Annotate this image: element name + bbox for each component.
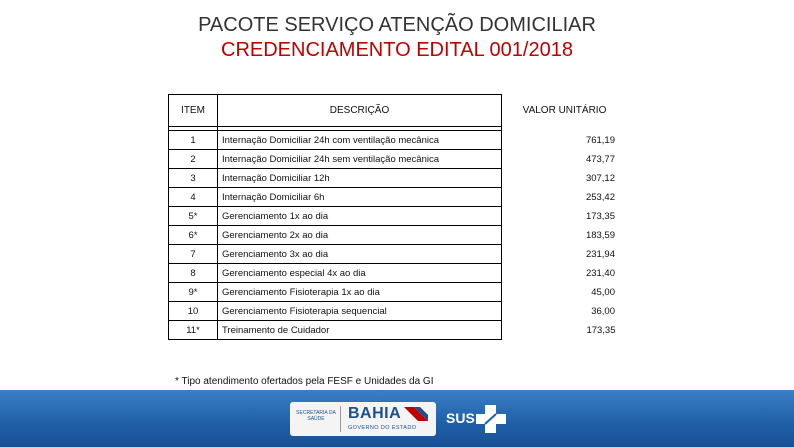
cell-descricao: Gerenciamento 3x ao dia bbox=[218, 245, 502, 264]
cell-descricao: Internação Domiciliar 24h com ventilação mecânica bbox=[218, 131, 502, 150]
table-row bbox=[169, 264, 628, 283]
price-table bbox=[168, 94, 628, 340]
cell-valor: 307,12 bbox=[585, 172, 615, 184]
footnote: * Tipo atendimento ofertados pela FESF e Unidades da GI bbox=[175, 376, 434, 387]
logo-divider bbox=[340, 406, 341, 432]
cell-item: 10 bbox=[169, 302, 218, 321]
cell-valor: 183,59 bbox=[585, 229, 615, 241]
cell-valor: 45,00 bbox=[591, 286, 615, 298]
cell-descricao: Gerenciamento Fisioterapia sequencial bbox=[218, 302, 502, 321]
cell-item: 2 bbox=[169, 150, 218, 169]
secretaria-label: SECRETARIA DA SAÚDE bbox=[296, 410, 336, 422]
cell-item: 4 bbox=[169, 188, 218, 207]
cell-item: 5* bbox=[169, 207, 218, 226]
cell-valor: 173,35 bbox=[586, 324, 616, 336]
cell-valor: 36,00 bbox=[591, 305, 615, 317]
table-header-row bbox=[169, 95, 628, 127]
cell-descricao: Gerenciamento especial 4x ao dia bbox=[218, 264, 502, 283]
table-row bbox=[169, 321, 628, 340]
cell-descricao: Internação Domiciliar 6h bbox=[218, 188, 502, 207]
column-header-valor: VALOR UNITÁRIO bbox=[522, 105, 607, 116]
cell-descricao: Internação Domiciliar 24h sem ventilação mecânica bbox=[218, 150, 502, 169]
governo-label: GOVERNO DO ESTADO bbox=[348, 425, 417, 431]
column-header-item: ITEM bbox=[169, 95, 218, 127]
sus-cross-icon bbox=[474, 403, 508, 435]
cell-descricao: Internação Domiciliar 12h bbox=[218, 169, 502, 188]
table-row bbox=[169, 226, 628, 245]
cell-descricao: Gerenciamento 2x ao dia bbox=[218, 226, 502, 245]
cell-item: 3 bbox=[169, 169, 218, 188]
table-row bbox=[169, 131, 628, 150]
cell-item: 8 bbox=[169, 264, 218, 283]
column-header-descricao: DESCRIÇÃO bbox=[218, 95, 502, 127]
cell-item: 1 bbox=[169, 131, 218, 150]
cell-descricao: Gerenciamento Fisioterapia 1x ao dia bbox=[218, 283, 502, 302]
sus-wordmark: SUS bbox=[446, 410, 475, 426]
table-row bbox=[169, 188, 628, 207]
cell-item: 6* bbox=[169, 226, 218, 245]
cell-valor: 761,19 bbox=[585, 134, 615, 146]
cell-valor: 173,35 bbox=[585, 210, 615, 222]
table-row bbox=[169, 302, 628, 321]
table-row bbox=[169, 283, 628, 302]
bahia-flag-stripe-icon bbox=[404, 407, 428, 421]
cell-valor: 231,40 bbox=[585, 267, 615, 279]
cell-descricao: Treinamento de Cuidador bbox=[218, 321, 502, 340]
page-title: PACOTE SERVIÇO ATENÇÃO DOMICILIAR bbox=[198, 14, 596, 36]
cell-valor: 231,94 bbox=[585, 248, 615, 260]
table-row bbox=[169, 245, 628, 264]
page-subtitle: CREDENCIAMENTO EDITAL 001/2018 bbox=[221, 39, 573, 61]
cell-valor: 473,77 bbox=[585, 153, 615, 165]
table-row bbox=[169, 169, 628, 188]
cell-item: 9* bbox=[169, 283, 218, 302]
table-row bbox=[169, 150, 628, 169]
table-row bbox=[169, 207, 628, 226]
cell-descricao: Gerenciamento 1x ao dia bbox=[218, 207, 502, 226]
cell-valor: 253,42 bbox=[585, 191, 615, 203]
cell-item: 7 bbox=[169, 245, 218, 264]
cell-item: 11* bbox=[169, 321, 218, 340]
bahia-wordmark: BAHIA bbox=[348, 405, 402, 422]
